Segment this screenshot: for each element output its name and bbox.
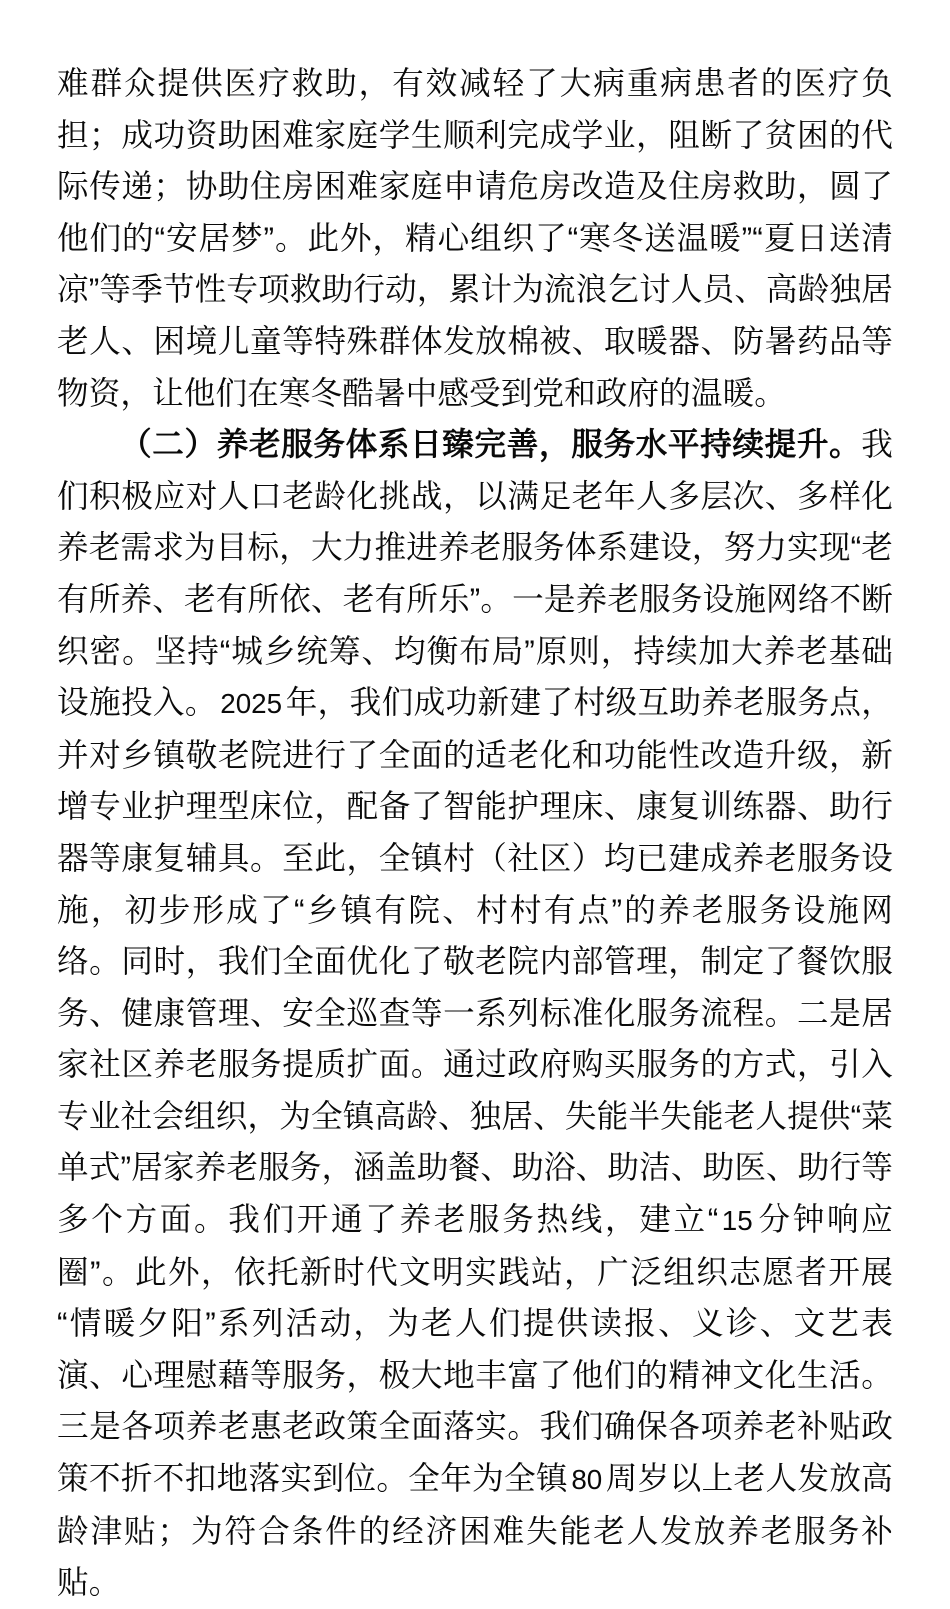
inline-number-15: 15 <box>721 1205 753 1237</box>
inline-text-run-0: 我们积极应对人口老龄化挑战，以满足老年人多层次、多样化养老需求为目标，大力推进养老服务体系建设，努力实现“老有所养、老有所依、老有所乐”。一是养老服务设施网络不断织密。坚持“城乡统筹、均衡布局”原则，持续加大养老基础设施投入。 <box>57 426 893 721</box>
inline-number-2025: 2025 <box>220 688 283 720</box>
paragraph-segments <box>57 426 893 1600</box>
inline-text-run-6: 周岁以上老人发放高龄津贴；为符合条件的经济困难失能老人发放养老服务补贴。 <box>57 1460 893 1601</box>
inline-text-run-4: 分钟响应圈”。此外，依托新时代文明实践站，广泛组织志愿者开展“情暖夕阳”系列活动，为老人们提供读报、义诊、文艺表演、心理慰藉等服务，极大地丰富了他们的精神文化生活。三是各项养老惠老政策全面落实。我们确保各项养老补贴政策不折不扣地落实到位。全年为全镇 <box>57 1201 893 1497</box>
document-body <box>57 58 893 1609</box>
section-heading-lead: （二）养老服务体系日臻完善，服务水平持续提升。 <box>120 426 862 463</box>
inline-number-80: 80 <box>571 1464 603 1496</box>
paragraph-text: 难群众提供医疗救助，有效减轻了大病重病患者的医疗负担；成功资助困难家庭学生顺利完成学业，阻断了贫困的代际传递；协助住房困难家庭申请危房改造及住房救助，圆了他们的“安居梦”。此外，精心组织了“寒冬送温暖”“夏日送清凉”等季节性专项救助行动，累计为流浪乞讨人员、高龄独居老人、困境儿童等特殊群体发放棉被、取暖器、防暑药品等物资，让他们在寒冬酷暑中感受到党和政府的温暖。 <box>57 65 893 411</box>
paragraph-relief-continued <box>57 58 893 419</box>
paragraph-elderly-care <box>57 419 893 1609</box>
inline-text-run-2: 年，我们成功新建了村级互助养老服务点，并对乡镇敬老院进行了全面的适老化和功能性改造升级，新增专业护理型床位，配备了智能护理床、康复训练器、助行器等康复辅具。至此，全镇村（社区）均已建成养老服务设施，初步形成了“乡镇有院、村村有点”的养老服务设施网络。同时，我们全面优化了敬老院内部管理，制定了餐饮服务、健康管理、安全巡查等一系列标准化服务流程。二是居家社区养老服务提质扩面。通过政府购买服务的方式，引入专业社会组织，为全镇高龄、独居、失能半失能老人提供“菜单式”居家养老服务，涵盖助餐、助浴、助洁、助医、助行等多个方面。我们开通了养老服务热线，建立“ <box>57 684 893 1238</box>
